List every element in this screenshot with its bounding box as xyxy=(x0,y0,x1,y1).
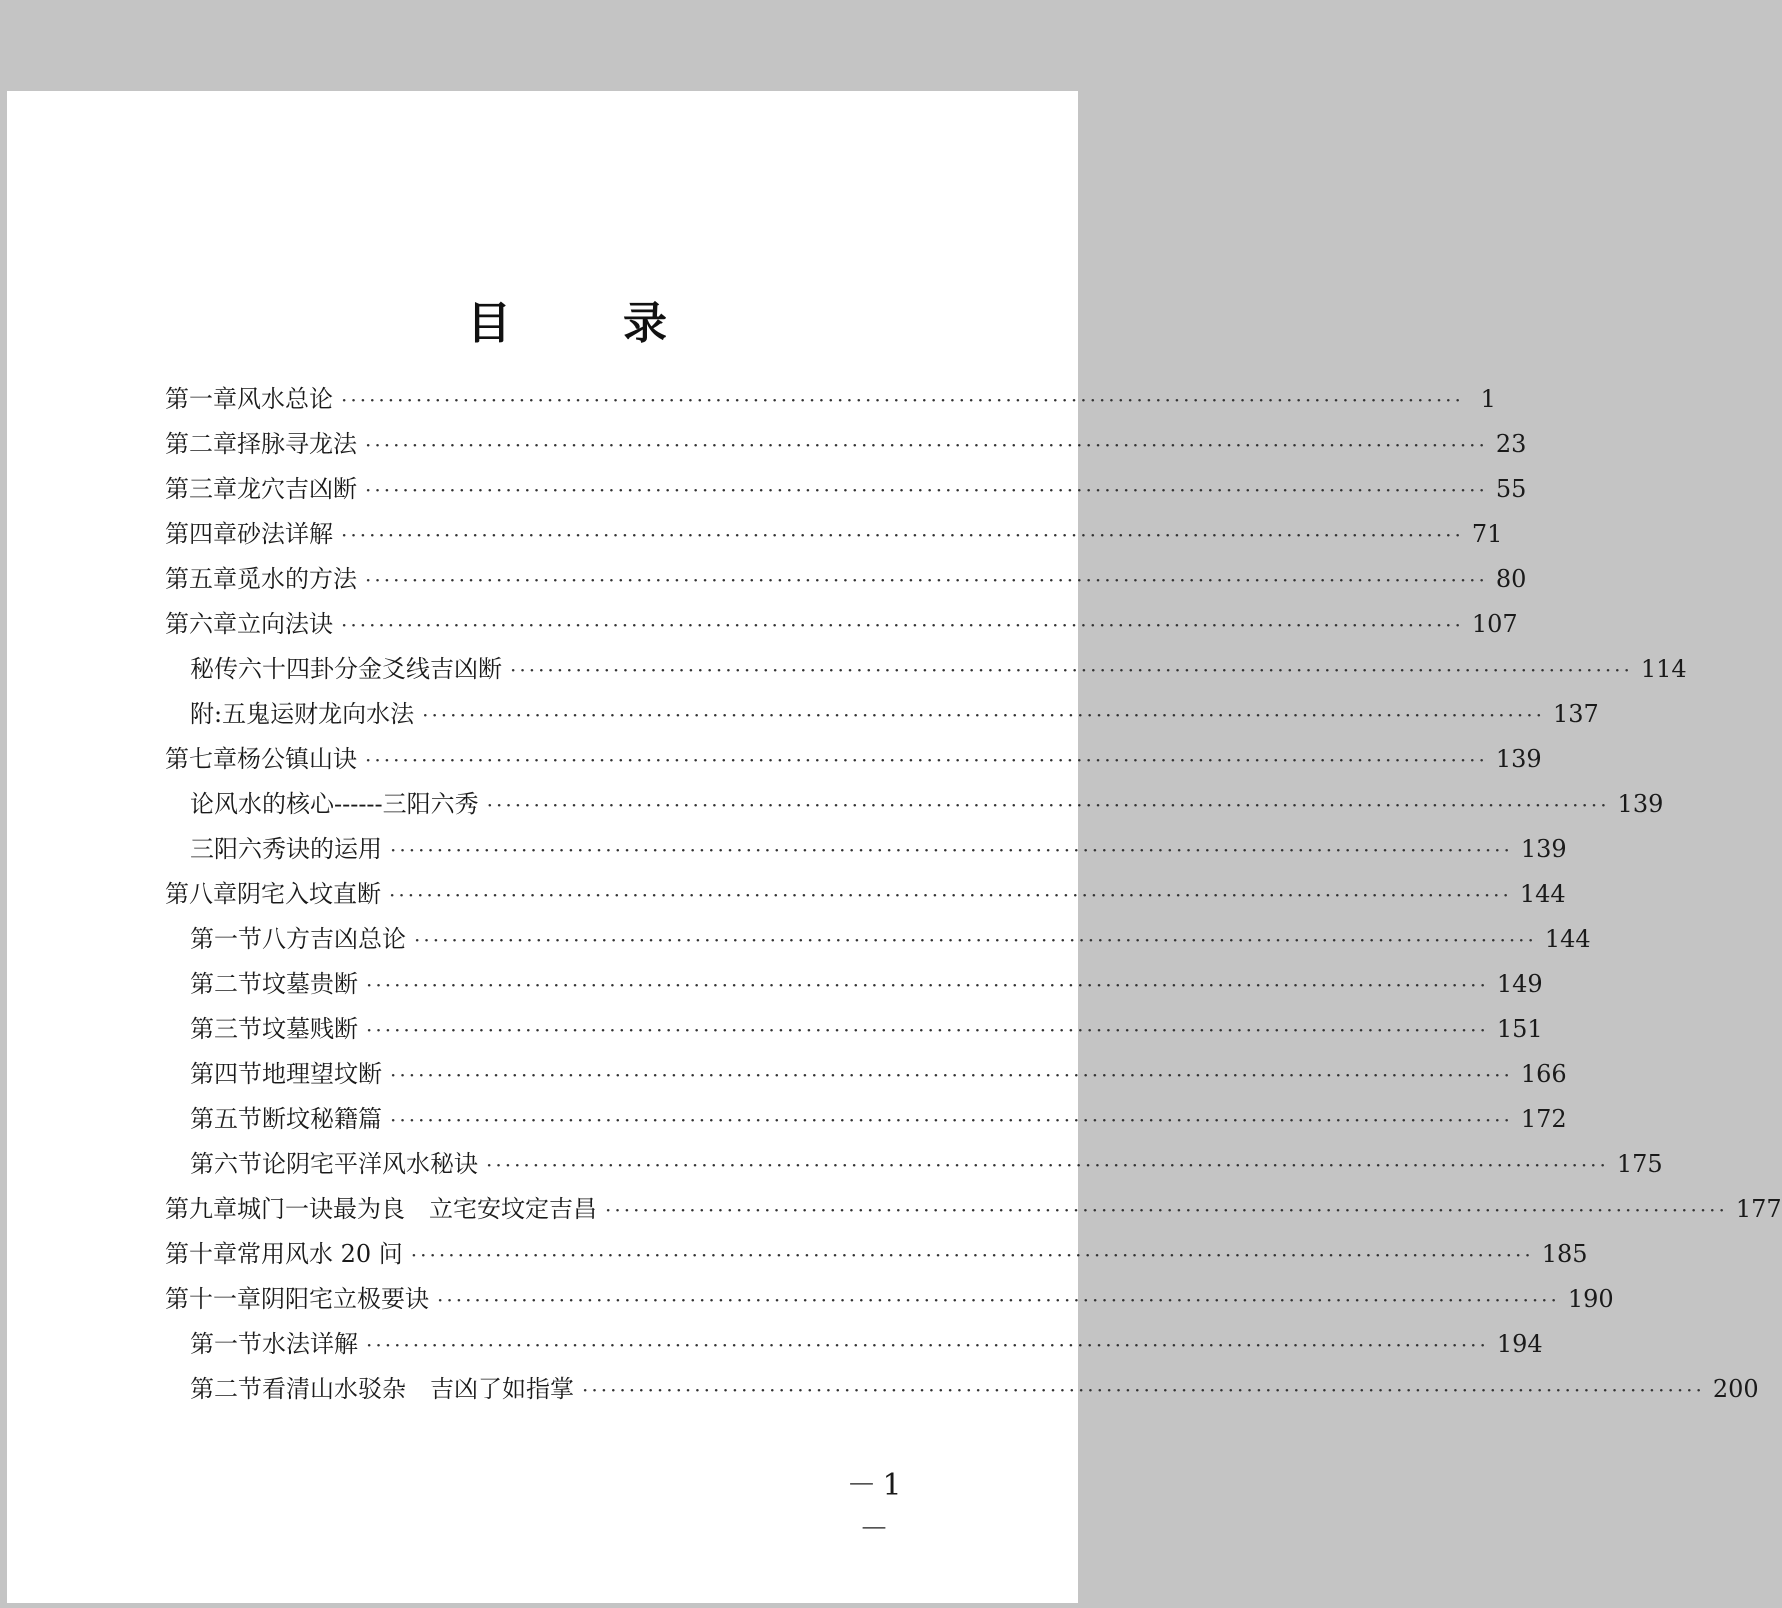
toc-entry-title: 龙穴吉凶断 xyxy=(237,475,357,503)
toc-entry[interactable] xyxy=(165,606,1518,642)
toc-entry-title: 阴阳宅立极要诀 xyxy=(261,1285,429,1313)
toc-entry-page: 55 xyxy=(1495,475,1527,503)
toc-entry-title: 水法详解 xyxy=(262,1330,358,1358)
toc-entry[interactable] xyxy=(190,1011,1543,1047)
toc-entry[interactable] xyxy=(165,876,1566,912)
toc-entry-title: 风水总论 xyxy=(237,385,333,413)
toc-entry-title: 坟墓贱断 xyxy=(262,1015,358,1043)
toc-entry-number: 第三章 xyxy=(165,475,237,503)
toc-entry-page: 177 xyxy=(1735,1195,1782,1223)
toc-entry[interactable] xyxy=(165,1191,1782,1227)
toc-leader-dots: ························································································································ xyxy=(410,1243,1534,1267)
toc-entry-page: 137 xyxy=(1552,700,1599,728)
toc-entry-title: 立向法诀 xyxy=(237,610,333,638)
toc-leader-dots: ························································································································ xyxy=(437,1288,1560,1312)
toc-leader-dots: ························································································································ xyxy=(390,1108,1513,1132)
toc-entry-title: 八方吉凶总论 xyxy=(262,925,406,953)
toc-entry[interactable] xyxy=(190,651,1687,687)
toc-entry-page: 107 xyxy=(1471,610,1518,638)
toc-entry-page: 80 xyxy=(1495,565,1527,593)
toc-leader-dots: ························································································································ xyxy=(389,883,1512,907)
toc-entry-page: 71 xyxy=(1471,520,1503,548)
toc-leader-dots: ························································································································ xyxy=(486,793,1610,817)
toc-entry-number: 第六章 xyxy=(165,610,237,638)
toc-leader-dots: ························································································································ xyxy=(390,1063,1513,1087)
toc-leader-dots: ························································································································ xyxy=(414,928,1537,952)
toc-leader-dots: ························································································································ xyxy=(422,703,1545,727)
toc-entry-page: 23 xyxy=(1495,430,1527,458)
toc-entry-number: 第四节 xyxy=(190,1060,262,1088)
toc-entry[interactable] xyxy=(165,1236,1588,1272)
toc-entry-page: 114 xyxy=(1640,655,1687,683)
toc-entry[interactable] xyxy=(190,1101,1567,1137)
toc-leader-dots: ························································································································ xyxy=(510,658,1633,682)
toc-entry-number: 第七章 xyxy=(165,745,237,773)
toc-leader-dots: ························································································································ xyxy=(365,748,1488,772)
toc-entry-page: 175 xyxy=(1616,1150,1663,1178)
toc-entry-title: 杨公镇山诀 xyxy=(237,745,357,773)
toc-entry-number: 第八章 xyxy=(165,880,237,908)
toc-entry-title: 断坟秘籍篇 xyxy=(262,1105,382,1133)
toc-entry[interactable] xyxy=(165,426,1527,462)
toc-entry-number: 第二节 xyxy=(190,1375,262,1403)
title-char-1: 目 xyxy=(467,298,511,349)
toc-entry-page: 166 xyxy=(1520,1060,1567,1088)
page-title xyxy=(467,287,667,351)
toc-entry-page: 139 xyxy=(1520,835,1567,863)
toc-entry-title: 论阴宅平洋风水秘诀 xyxy=(262,1150,478,1178)
toc-entry[interactable] xyxy=(190,786,1664,822)
toc-leader-dots: ························································································································ xyxy=(341,523,1464,547)
toc-entry-number: 第三节 xyxy=(190,1015,262,1043)
toc-leader-dots: ························································································································ xyxy=(366,1333,1489,1357)
toc-leader-dots: ························································································································ xyxy=(341,613,1464,637)
toc-entry-title: 阴宅入坟直断 xyxy=(237,880,381,908)
page-number: －1－ xyxy=(846,1468,908,1547)
toc-leader-dots: ························································································································ xyxy=(366,1018,1489,1042)
toc-entry-number: 第一节 xyxy=(190,1330,262,1358)
toc-entry[interactable] xyxy=(190,1146,1663,1182)
toc-entry-page: 144 xyxy=(1544,925,1591,953)
toc-leader-dots: ························································································································ xyxy=(365,433,1488,457)
toc-entry-title: 砂法详解 xyxy=(237,520,333,548)
toc-entry-page: 149 xyxy=(1496,970,1543,998)
toc-entry[interactable] xyxy=(190,966,1543,1002)
toc-entry-title: 看清山水驳杂 吉凶了如指掌 xyxy=(262,1375,574,1403)
toc-entry[interactable] xyxy=(190,831,1567,867)
toc-leader-dots: ························································································································ xyxy=(390,838,1513,862)
title-char-2: 录 xyxy=(623,298,667,349)
toc-entry-page: 144 xyxy=(1519,880,1566,908)
toc-entry-title: 三阳六秀诀的运用 xyxy=(190,835,382,863)
toc-entry-title: 附:五鬼运财龙向水法 xyxy=(190,700,415,728)
toc-entry-number: 第五章 xyxy=(165,565,237,593)
toc-entry-title: 地理望坟断 xyxy=(262,1060,382,1088)
toc-entry-number: 第十一章 xyxy=(165,1285,261,1313)
toc-leader-dots: ························································································································ xyxy=(365,568,1488,592)
toc-entry-page: 139 xyxy=(1495,745,1542,773)
toc-entry-title: 论风水的核心------三阳六秀 xyxy=(190,790,479,818)
toc-entry-title: 择脉寻龙法 xyxy=(237,430,357,458)
toc-entry[interactable] xyxy=(190,1326,1543,1362)
toc-leader-dots: ························································································································ xyxy=(486,1153,1609,1177)
toc-entry-number: 第一章 xyxy=(165,385,237,413)
toc-entry-number: 第十章 xyxy=(165,1240,237,1268)
toc-entry-page: 190 xyxy=(1567,1285,1614,1313)
toc-entry-page: 194 xyxy=(1496,1330,1543,1358)
toc-entry-number: 第六节 xyxy=(190,1150,262,1178)
toc-entry-page: 172 xyxy=(1520,1105,1567,1133)
toc-entry-number: 第一节 xyxy=(190,925,262,953)
toc-entry[interactable] xyxy=(165,741,1542,777)
toc-entry[interactable] xyxy=(165,381,1496,417)
toc-entry-page: 185 xyxy=(1541,1240,1588,1268)
toc-entry-page: 151 xyxy=(1496,1015,1543,1043)
toc-leader-dots: ························································································································ xyxy=(582,1378,1705,1402)
toc-entry-title: 坟墓贵断 xyxy=(262,970,358,998)
toc-entry-title: 觅水的方法 xyxy=(237,565,357,593)
toc-entry-number: 第二节 xyxy=(190,970,262,998)
toc-entry-title: 秘传六十四卦分金爻线吉凶断 xyxy=(190,655,502,683)
toc-entry[interactable] xyxy=(165,1281,1614,1317)
toc-entry-number: 第四章 xyxy=(165,520,237,548)
toc-entry[interactable] xyxy=(190,921,1591,957)
toc-entry-number: 第九章 xyxy=(165,1195,237,1223)
document-page xyxy=(7,91,1782,1603)
toc-entry[interactable] xyxy=(165,561,1527,597)
toc-entry[interactable] xyxy=(165,516,1503,552)
toc-leader-dots: ························································································································ xyxy=(365,478,1488,502)
toc-leader-dots: ························································································································ xyxy=(605,1198,1728,1222)
toc-entry-number: 第二章 xyxy=(165,430,237,458)
toc-leader-dots: ························································································································ xyxy=(341,388,1464,412)
toc-entry-title: 城门一诀最为良 立宅安坟定吉昌 xyxy=(237,1195,597,1223)
toc-leader-dots: ························································································································ xyxy=(366,973,1489,997)
toc-entry[interactable] xyxy=(190,1056,1567,1092)
toc-entry[interactable] xyxy=(190,696,1599,732)
toc-entry-page: 1 xyxy=(1480,385,1496,413)
toc-entry-title: 常用风水 20 问 xyxy=(237,1240,403,1268)
toc-entry-number: 第五节 xyxy=(190,1105,262,1133)
toc-entry-page: 200 xyxy=(1712,1375,1759,1403)
toc-entry[interactable] xyxy=(190,1371,1759,1407)
toc-entry[interactable] xyxy=(165,471,1527,507)
toc-entry-page: 139 xyxy=(1617,790,1664,818)
